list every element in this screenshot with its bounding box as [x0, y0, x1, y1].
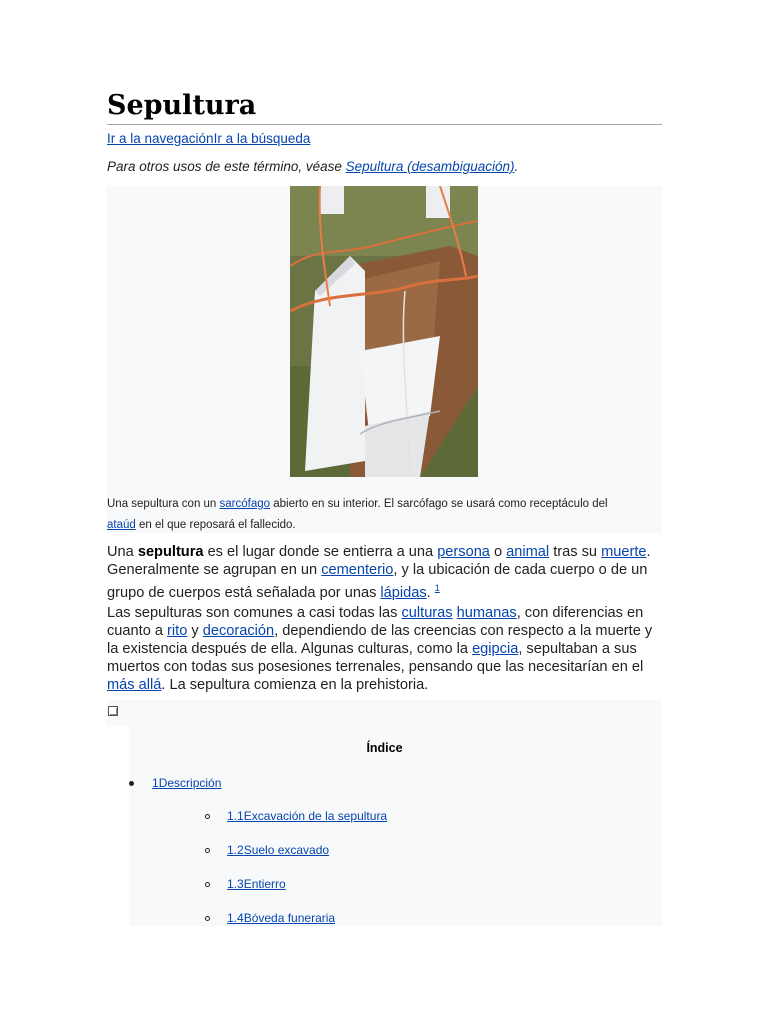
bullet-circle-icon	[205, 916, 210, 921]
term-bold: sepultura	[137, 544, 204, 560]
toc-item-number[interactable]: 1.4	[227, 911, 244, 925]
page-title: Sepultura	[107, 90, 662, 125]
bullet-circle-icon	[205, 848, 210, 853]
toc-item-label[interactable]: Excavación de la sepultura	[243, 809, 388, 823]
persona-link[interactable]: persona	[437, 544, 490, 560]
humanas-link[interactable]: humanas	[456, 605, 517, 621]
grave-photo[interactable]	[290, 186, 478, 477]
text: . La sepultura comienza en la prehistoria.	[161, 677, 429, 693]
reference-link[interactable]: 1	[434, 583, 440, 593]
text: es el lugar donde se entierra a una	[203, 544, 438, 560]
toc-item-number[interactable]: 1.2	[227, 843, 244, 857]
jump-to-search-link[interactable]: Ir a la búsqueda	[213, 131, 311, 146]
caption-text: en el que reposará el fallecido.	[135, 519, 296, 531]
toc-item-number[interactable]: 1.3	[227, 877, 244, 891]
rito-link[interactable]: rito	[167, 623, 188, 639]
toc-item[interactable]	[227, 877, 286, 891]
muerte-link[interactable]: muerte	[601, 544, 647, 560]
text: . Generalmente se agrupan en un	[107, 544, 651, 578]
figure-thumbnail	[107, 186, 662, 533]
text: , sepultaban a sus muertos con todas sus posesiones terrenales, pensando que las necesitarían en el	[107, 641, 644, 675]
toc-indent-gap	[107, 726, 129, 926]
toc-item-label[interactable]: Entierro	[243, 877, 286, 891]
lapidas-link[interactable]: lápidas	[380, 584, 427, 601]
toc-item-label[interactable]: Suelo excavado	[243, 843, 330, 857]
caption-text: Una sepultura con un	[107, 498, 220, 510]
toc-item[interactable]	[227, 843, 329, 857]
mas-alla-link[interactable]: más allá	[107, 677, 162, 693]
figure-caption	[107, 494, 627, 536]
text: o	[489, 544, 507, 560]
toc-item-label[interactable]: Descripción	[158, 776, 222, 790]
hatnote	[107, 159, 518, 175]
hatnote-suffix: .	[514, 159, 519, 174]
egipcia-link[interactable]: egipcia	[472, 641, 519, 657]
sarcofago-link[interactable]: sarcófago	[219, 498, 271, 510]
ataud-link[interactable]: ataúd	[107, 519, 136, 531]
text: , y la ubicación de cada cuerpo o de un grupo de cuerpos está señalada por unas	[107, 562, 648, 601]
decoracion-link[interactable]: decoración	[202, 623, 275, 639]
toc-item-number[interactable]: 1	[152, 776, 159, 790]
intro-paragraph-1	[107, 543, 662, 602]
caption-text: abierto en su interior. El sarcófago se usará como receptáculo del	[270, 498, 608, 510]
animal-link[interactable]: animal	[506, 544, 550, 560]
text: y	[187, 623, 203, 639]
text: .	[426, 584, 435, 601]
toc-toggle-checkbox[interactable]	[108, 706, 118, 716]
text: Las sepulturas son comunes a casi todas las	[107, 605, 402, 621]
jump-links	[107, 131, 310, 147]
bullet-disc-icon	[129, 781, 134, 786]
toc-item[interactable]	[227, 911, 335, 925]
toc-item[interactable]	[227, 809, 387, 823]
toc-item-label[interactable]: Bóveda funeraria	[243, 911, 336, 925]
cementerio-link[interactable]: cementerio	[321, 562, 394, 578]
bullet-circle-icon	[205, 882, 210, 887]
jump-to-navigation-link[interactable]: Ir a la navegación	[107, 131, 214, 146]
text: , con diferencias en cuanto a	[107, 605, 644, 639]
disambiguation-link[interactable]: Sepultura (desambiguación)	[345, 159, 515, 174]
hatnote-text: Para otros usos de este término, véase	[107, 159, 346, 174]
toc-title: Índice	[366, 741, 403, 755]
bullet-circle-icon	[205, 814, 210, 819]
text: , dependiendo de las creencias con respecto a la muerte y la existencia después de ella. Algunas culturas, como la	[107, 623, 653, 657]
culturas-link[interactable]: culturas	[401, 605, 453, 621]
toc-item-number[interactable]: 1.1	[227, 809, 244, 823]
grave-illustration	[290, 186, 478, 477]
intro-paragraph-2	[107, 604, 662, 694]
text: Una	[107, 544, 138, 560]
text: tras su	[549, 544, 602, 560]
toc-item[interactable]	[152, 776, 221, 790]
table-of-contents	[107, 700, 662, 926]
